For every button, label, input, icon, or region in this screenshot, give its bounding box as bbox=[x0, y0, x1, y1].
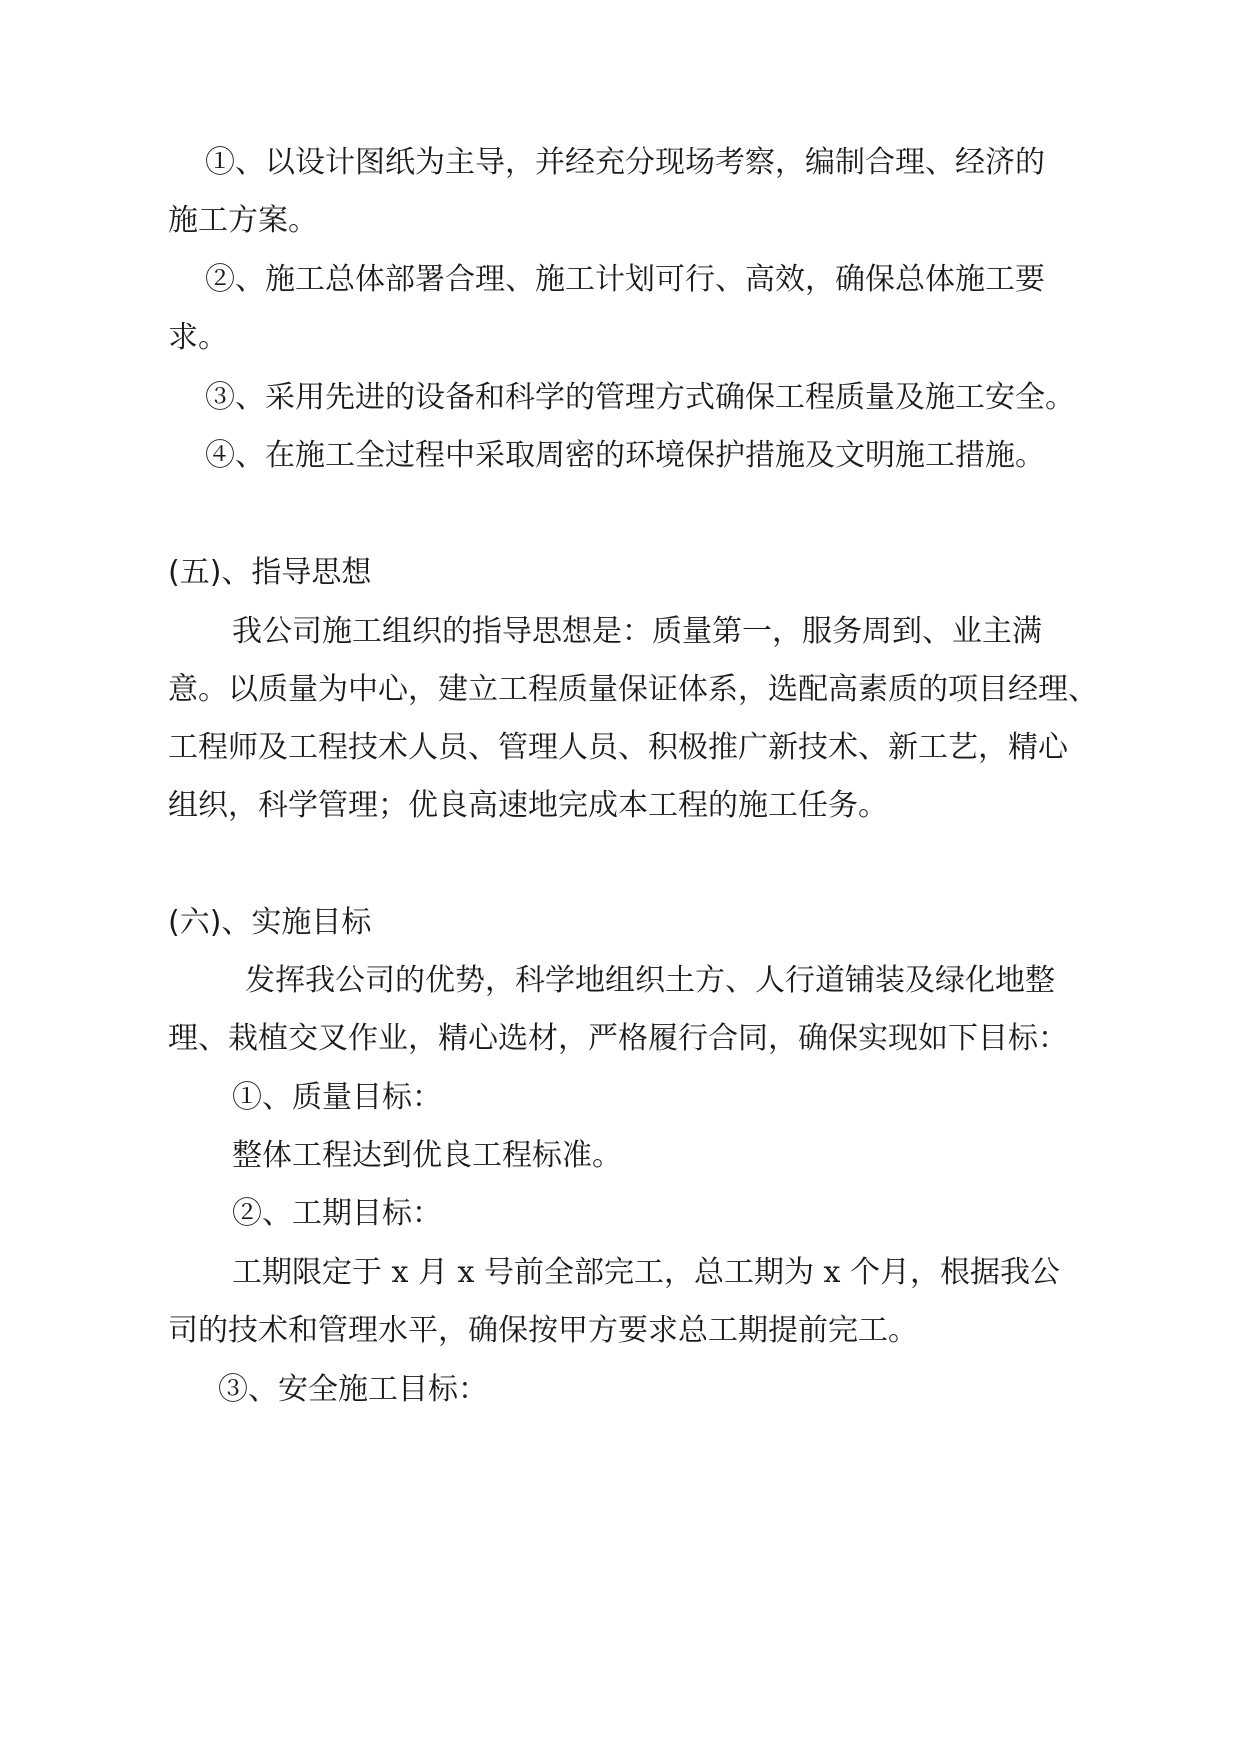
item-2-line-2: 求。 bbox=[168, 320, 228, 355]
item-1-line-1: ①、以设计图纸为主导，并经充分现场考察，编制合理、经济的 bbox=[205, 145, 1045, 180]
section-6-intro-line-1: 发挥我公司的优势，科学地组织土方、人行道铺装及绿化地整 bbox=[245, 963, 1055, 998]
section-6-heading: (六)、实施目标 bbox=[168, 905, 372, 940]
schedule-goal-line-1: 工期限定于 x 月 x 号前全部完工，总工期为 x 个月，根据我公 bbox=[232, 1255, 1060, 1290]
item-1-line-2: 施工方案。 bbox=[168, 203, 318, 238]
quality-goal-label: ①、质量目标： bbox=[232, 1080, 442, 1115]
schedule-goal-line-2: 司的技术和管理水平，确保按甲方要求总工期提前完工。 bbox=[168, 1313, 918, 1348]
section-6-intro-line-2: 理、栽植交叉作业，精心选材，严格履行合同，确保实现如下目标： bbox=[168, 1021, 1068, 1056]
item-2-line-1: ②、施工总体部署合理、施工计划可行、高效，确保总体施工要 bbox=[205, 262, 1045, 297]
item-4-line: ④、在施工全过程中采取周密的环境保护措施及文明施工措施。 bbox=[205, 438, 1045, 473]
section-5-para-line-2: 意。以质量为中心，建立工程质量保证体系，选配高素质的项目经理、 bbox=[168, 672, 1098, 707]
section-5-para-line-3: 工程师及工程技术人员、管理人员、积极推广新技术、新工艺，精心 bbox=[168, 730, 1068, 765]
section-5-para-line-1: 我公司施工组织的指导思想是：质量第一，服务周到、业主满 bbox=[232, 614, 1042, 649]
section-5-para-line-4: 组织，科学管理；优良高速地完成本工程的施工任务。 bbox=[168, 788, 888, 823]
safety-goal-label: ③、安全施工目标： bbox=[218, 1372, 488, 1407]
quality-goal-text: 整体工程达到优良工程标准。 bbox=[232, 1138, 622, 1173]
schedule-goal-label: ②、工期目标： bbox=[232, 1196, 442, 1231]
section-5-heading: (五)、指导思想 bbox=[168, 555, 372, 590]
item-3-line: ③、采用先进的设备和科学的管理方式确保工程质量及施工安全。 bbox=[205, 380, 1075, 415]
